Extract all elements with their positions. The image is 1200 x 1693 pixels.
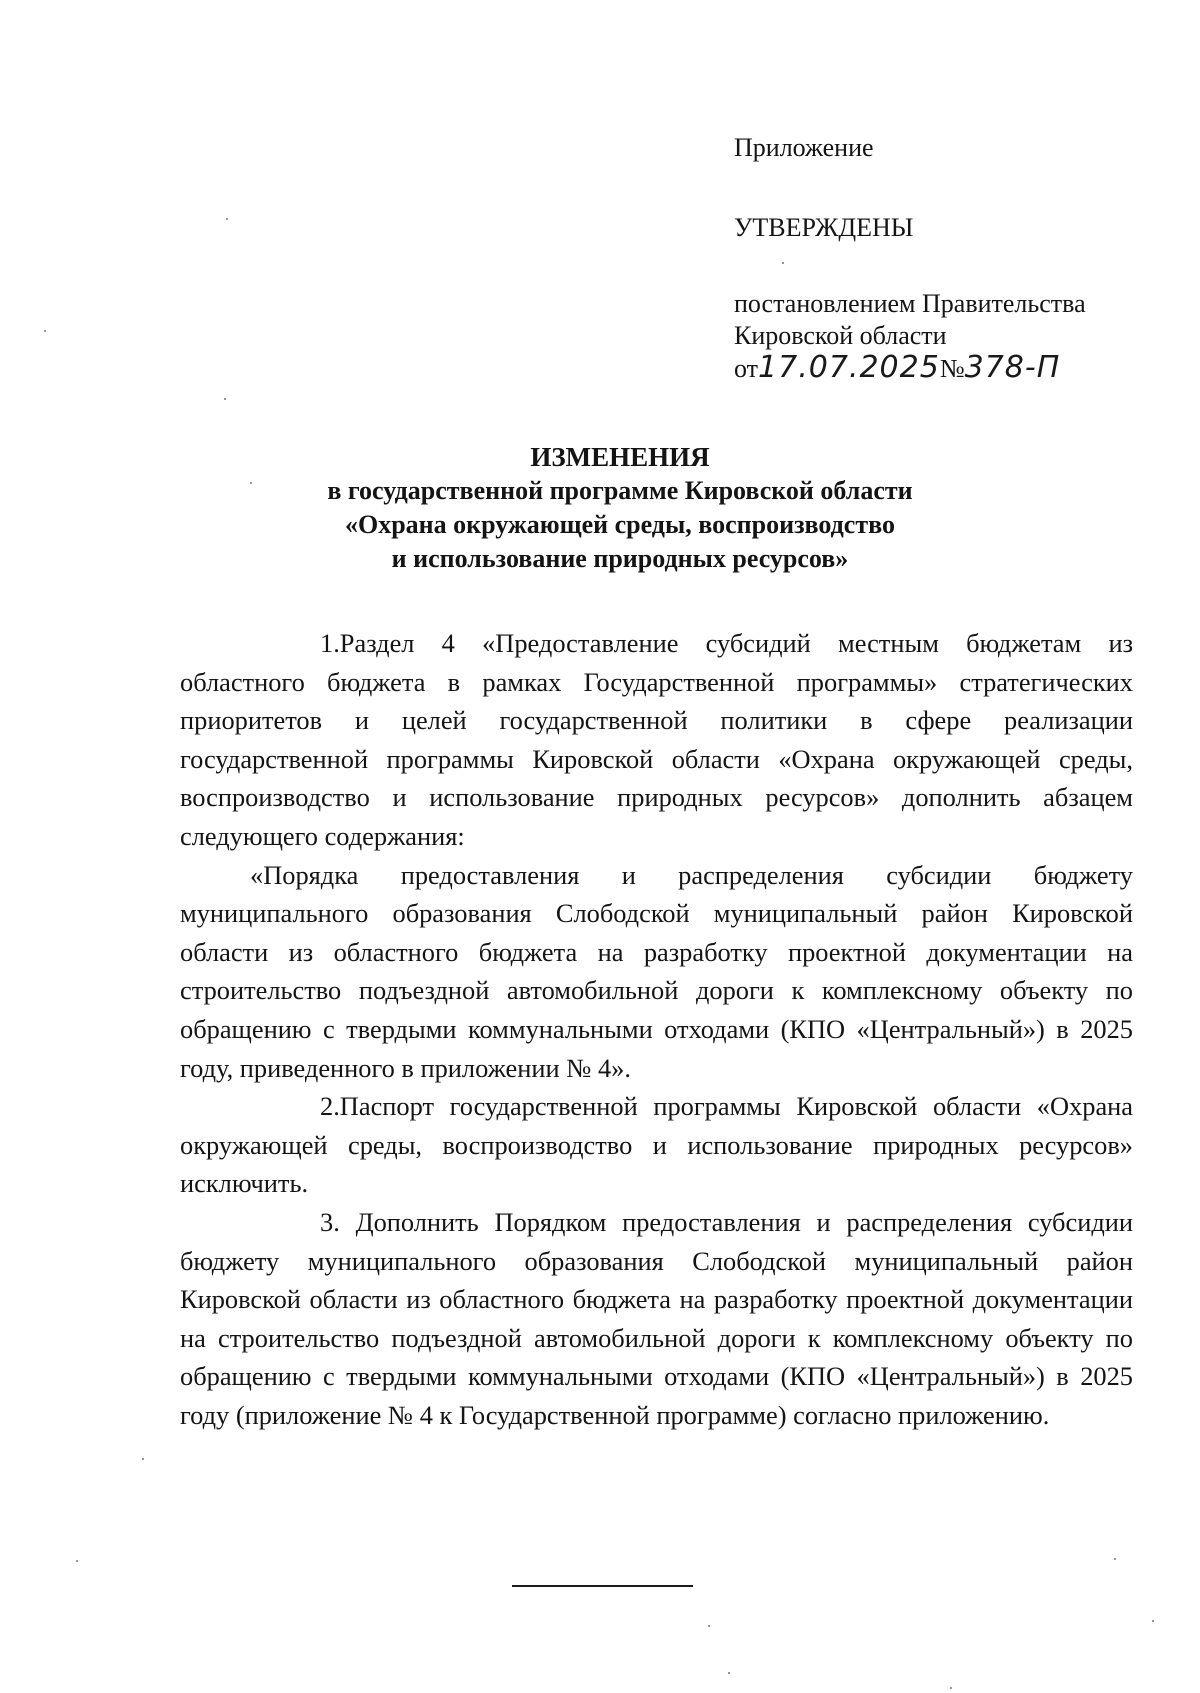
approved-label: УТВЕРЖДЕНЫ [734, 213, 914, 242]
paragraph-text: «Порядка предоставления и распределения субсидии бюджету муниципального образования Слободской муниципальный район Кировской области из областного бюджета на разработку проектной документации на строительство подъездной автомобильной дороги к комплексному объекту по обращению с твердыми коммунальными отходами (КПО «Центральный») в 2025 году, приведенного в приложении № 4». [180, 859, 1133, 1083]
scan-speck [226, 218, 228, 220]
title-line-3: «Охрана окружающей среды, воспроизводство [345, 510, 895, 539]
title-line-4: и использование природных ресурсов» [391, 544, 849, 573]
document-title [200, 440, 1040, 576]
scan-speck [224, 398, 226, 400]
scan-speck [782, 262, 784, 264]
appendix-label: Приложение [734, 133, 874, 162]
paragraph-3 [180, 1203, 1133, 1435]
paragraph-number: 1. [320, 628, 340, 658]
decree-line-1: постановлением Правительства [734, 289, 1086, 318]
scan-speck [950, 1687, 952, 1689]
scan-speck [708, 1625, 710, 1627]
paragraph-text: Дополнить Порядком предоставления и распределения субсидии бюджету муниципального образования Слободской муниципальный район Кировской области из областного бюджета на разработку проектной документации на строительство подъездной автомобильной дороги к комплексному объекту по обращению с твердыми коммунальными отходами (КПО «Центральный») в 2025 году (приложение № 4 к Государственной программе) согласно приложению. [180, 1206, 1133, 1430]
title-heading: ИЗМЕНЕНИЯ [530, 442, 710, 472]
scan-speck [142, 1458, 144, 1460]
scan-speck [44, 330, 46, 332]
scan-speck [250, 482, 252, 484]
scan-speck [728, 1672, 730, 1674]
decree-line-2: Кировской области [734, 321, 947, 350]
end-separator-line [512, 1585, 693, 1587]
date-prefix: от [734, 354, 759, 383]
paragraph-1 [180, 624, 1133, 856]
handwritten-date: 17.07.2025 [758, 350, 940, 385]
paragraph-text: Раздел 4 «Предоставление субсидий местным бюджетам из областного бюджета в рамках Государственной программы» стратегических приоритетов и целей государственной политики в сфере реализации государственной программы Кировской области «Охрана окружающей среды, воспроизводство и использование природных ресурсов» дополнить абзацем следующего содержания: [180, 628, 1133, 851]
paragraph-2 [180, 1087, 1133, 1203]
document-body [180, 624, 1133, 1434]
scan-speck [1114, 1558, 1116, 1560]
handwritten-number: 378-П [964, 350, 1061, 385]
number-sign: № [939, 354, 965, 383]
paragraph-text: Паспорт государственной программы Кировской области «Охрана окружающей среды, воспроизводство и использование природных ресурсов» исключить. [180, 1091, 1133, 1199]
approval-block [734, 132, 1154, 385]
scan-speck [76, 1560, 78, 1562]
decree-date-line [734, 352, 1154, 385]
paragraph-number: 2. [320, 1091, 340, 1122]
paragraph-number: 3. [320, 1206, 340, 1237]
title-line-2: в государственной программе Кировской области [327, 476, 913, 505]
paragraph-1-insert [180, 856, 1133, 1088]
scan-speck [1152, 1620, 1154, 1622]
